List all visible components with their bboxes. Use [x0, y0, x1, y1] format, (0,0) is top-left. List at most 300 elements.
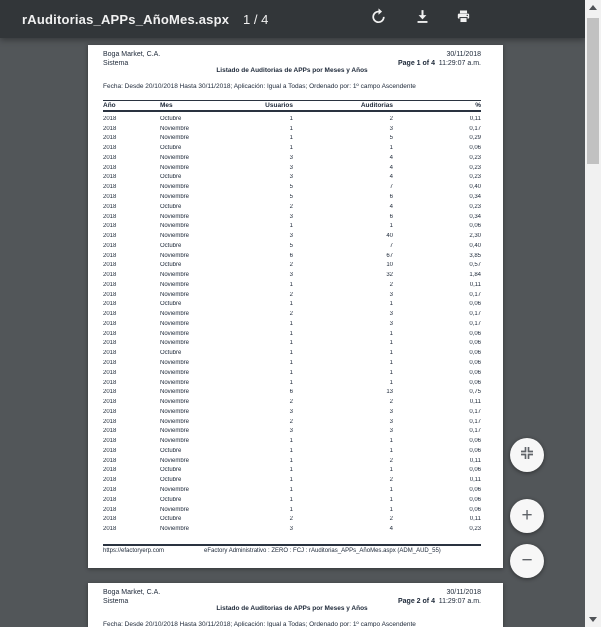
table-cell: Octubre	[160, 301, 182, 308]
table-cell: 1	[289, 223, 293, 230]
table-row	[103, 260, 481, 270]
table-cell: 0,34	[469, 194, 481, 200]
table-cell: Noviembre	[160, 389, 190, 396]
report-filter: Fecha: Desde 20/10/2018 Hasta 30/11/2018; Aplicación: Igual a Todas; Ordenado por: 1º campo Ascendente	[103, 621, 416, 627]
minus-icon: −	[521, 550, 533, 571]
table-cell: Noviembre	[160, 311, 190, 318]
column-header: Auditorias	[360, 102, 393, 109]
table-cell: 6	[289, 252, 293, 259]
table-cell: 2018	[103, 203, 117, 210]
pdf-page-2	[88, 583, 503, 627]
table-cell: Noviembre	[160, 399, 190, 406]
arrow-up-icon	[589, 5, 597, 10]
table-cell: 0,23	[469, 526, 481, 533]
table-cell: 0,06	[469, 301, 481, 308]
table-cell: 3	[289, 164, 293, 171]
table-cell: 0,23	[469, 174, 481, 181]
table-row	[103, 182, 481, 192]
table-cell: 4	[389, 164, 393, 171]
scrollbar-thumb[interactable]	[587, 18, 599, 164]
plus-icon: +	[521, 505, 533, 526]
table-row	[103, 485, 481, 495]
table-cell: 2018	[103, 477, 117, 484]
table-row	[103, 153, 481, 163]
table-cell: 0,75	[469, 389, 481, 396]
table-cell: 6	[389, 213, 393, 220]
table-row	[103, 348, 481, 358]
table-cell: 3	[289, 154, 293, 161]
table-cell: 0,17	[469, 428, 481, 435]
table-row	[103, 241, 481, 251]
report-date: 30/11/2018	[446, 51, 481, 58]
report-filter: Fecha: Desde 20/10/2018 Hasta 30/11/2018; Aplicación: Igual a Todas; Ordenado por: 1º campo Ascendente	[103, 83, 416, 90]
table-cell: 2018	[103, 301, 117, 308]
table-cell: Octubre	[160, 447, 182, 454]
table-cell: Noviembre	[160, 340, 190, 347]
table-cell: 1	[389, 301, 393, 308]
table-cell: 3	[289, 233, 293, 240]
table-cell: 4	[389, 174, 393, 181]
table-cell: 1	[289, 477, 293, 484]
table-cell: 2	[389, 399, 393, 406]
footer-url: https://efactoryerp.com	[103, 548, 165, 554]
table-cell: 2	[289, 516, 293, 523]
table-cell: 0,17	[469, 408, 481, 415]
table-cell: 5	[389, 135, 393, 142]
pdf-toolbar	[0, 0, 585, 38]
table-cell: Noviembre	[160, 320, 190, 327]
table-cell: 3	[289, 408, 293, 415]
table-cell: 0,06	[469, 379, 481, 386]
table-cell: 2018	[103, 272, 117, 279]
table-cell: 13	[386, 389, 393, 396]
table-cell: Noviembre	[160, 213, 190, 220]
table-row	[103, 495, 481, 505]
report-title: Listado de Auditorias de APPs por Meses y Años	[216, 67, 368, 74]
table-cell: 2018	[103, 311, 117, 318]
table-cell: 1	[389, 486, 393, 493]
table-cell: 0,06	[469, 145, 481, 152]
table-row	[103, 231, 481, 241]
table-cell: 2018	[103, 399, 117, 406]
table-row	[103, 124, 481, 134]
table-cell: 0,06	[469, 223, 481, 230]
table-cell: 1	[289, 135, 293, 142]
table-cell: 0,06	[469, 330, 481, 337]
company-name: Boga Market, C.A.	[103, 589, 161, 596]
table-cell: 0,11	[469, 281, 481, 288]
table-cell: 4	[389, 154, 393, 161]
table-cell: Octubre	[160, 467, 182, 474]
table-cell: 5	[289, 242, 293, 249]
table-cell: 1	[389, 223, 393, 230]
table-cell: Octubre	[160, 262, 182, 269]
table-row	[103, 436, 481, 446]
table-cell: 1	[289, 506, 293, 513]
table-row	[103, 114, 481, 124]
table-cell: 2018	[103, 125, 117, 132]
table-cell: 2018	[103, 428, 117, 435]
table-cell: Noviembre	[160, 281, 190, 288]
table-cell: 0,06	[469, 340, 481, 347]
table-cell: Noviembre	[160, 486, 190, 493]
table-cell: 1	[289, 369, 293, 376]
table-cell: 2	[289, 399, 293, 406]
table-cell: 1	[289, 350, 293, 357]
table-cell: Noviembre	[160, 438, 190, 445]
table-cell: 2018	[103, 447, 117, 454]
table-row	[103, 300, 481, 310]
table-cell: 2018	[103, 496, 117, 503]
module-name: Sistema	[103, 598, 129, 605]
table-cell: 2018	[103, 340, 117, 347]
table-cell: 3,85	[469, 252, 481, 259]
table-cell: 4	[389, 526, 393, 533]
table-cell: Noviembre	[160, 369, 190, 376]
table-cell: 0,06	[469, 438, 481, 445]
table-cell: 1	[389, 360, 393, 367]
table-cell: 1	[389, 506, 393, 513]
column-header: Año	[103, 102, 116, 109]
table-cell: Octubre	[160, 174, 182, 181]
table-row	[103, 221, 481, 231]
print-button[interactable]	[453, 9, 473, 29]
table-cell: Noviembre	[160, 125, 190, 132]
table-cell: 1	[289, 125, 293, 132]
document-title: rAuditorias_APPs_AñoMes.aspx	[22, 11, 230, 27]
page1-footer	[103, 548, 481, 554]
table-cell: 1	[289, 301, 293, 308]
table-cell: 2	[389, 281, 393, 288]
table-cell: 0,57	[469, 262, 481, 269]
table-cell: 0,17	[469, 311, 481, 318]
table-cell: 0,06	[469, 506, 481, 513]
table-row	[103, 466, 481, 476]
table-cell: 2018	[103, 360, 117, 367]
table-cell: 2018	[103, 281, 117, 288]
table-cell: 0,17	[469, 125, 481, 132]
table-cell: 0,06	[469, 350, 481, 357]
table-cell: 40	[386, 233, 393, 240]
table-cell: Noviembre	[160, 233, 190, 240]
table-cell: 1	[389, 496, 393, 503]
table-cell: 2	[389, 457, 393, 464]
table-cell: 2018	[103, 389, 117, 396]
table-cell: 1	[389, 340, 393, 347]
table-cell: Octubre	[160, 145, 182, 152]
table-bottom-rule	[103, 544, 481, 546]
table-cell: 32	[386, 272, 393, 279]
report-title: Listado de Auditorias de APPs por Meses y Años	[216, 605, 368, 612]
table-row	[103, 358, 481, 368]
table-cell: Noviembre	[160, 360, 190, 367]
table-cell: Noviembre	[160, 272, 190, 279]
table-row	[103, 163, 481, 173]
table-cell: 2018	[103, 223, 117, 230]
scroll-down-button[interactable]	[585, 612, 601, 627]
table-cell: 3	[389, 418, 393, 425]
table-cell: 0,34	[469, 213, 481, 220]
table-cell: 3	[389, 320, 393, 327]
table-cell: 1	[289, 379, 293, 386]
report-table-body	[103, 114, 481, 534]
table-cell: 2,30	[469, 233, 481, 240]
table-cell: 2018	[103, 252, 117, 259]
table-cell: 2018	[103, 154, 117, 161]
table-cell: 6	[289, 389, 293, 396]
module-name: Sistema	[103, 60, 129, 67]
table-row	[103, 339, 481, 349]
table-cell: 2018	[103, 320, 117, 327]
table-cell: Noviembre	[160, 506, 190, 513]
table-cell: 0,06	[469, 360, 481, 367]
column-header: Usuarios	[265, 102, 293, 109]
table-cell: Noviembre	[160, 154, 190, 161]
table-row	[103, 192, 481, 202]
fit-to-page-button[interactable]	[510, 438, 544, 472]
table-row	[103, 212, 481, 222]
table-row	[103, 427, 481, 437]
column-header: Mes	[160, 102, 173, 109]
table-cell: 2018	[103, 291, 117, 298]
table-cell: 3	[389, 125, 393, 132]
table-cell: Octubre	[160, 350, 182, 357]
table-cell: Noviembre	[160, 184, 190, 191]
table-cell: Noviembre	[160, 408, 190, 415]
table-cell: 2018	[103, 486, 117, 493]
table-cell: 1	[389, 330, 393, 337]
table-cell: 0,23	[469, 154, 481, 161]
table-row	[103, 514, 481, 524]
table-cell: 2018	[103, 184, 117, 191]
report-date: 30/11/2018	[446, 589, 481, 596]
table-row	[103, 397, 481, 407]
table-cell: 2018	[103, 115, 117, 122]
table-cell: Noviembre	[160, 418, 190, 425]
download-icon	[414, 8, 431, 30]
table-cell: 4	[389, 203, 393, 210]
table-cell: Octubre	[160, 115, 182, 122]
table-cell: 1	[289, 447, 293, 454]
table-cell: 2018	[103, 194, 117, 200]
table-cell: 1	[389, 145, 393, 152]
table-cell: 3	[389, 311, 393, 318]
download-button[interactable]	[412, 9, 432, 29]
table-cell: Noviembre	[160, 164, 190, 171]
pdf-page-1	[88, 45, 503, 568]
table-cell: 2018	[103, 213, 117, 220]
table-cell: 2018	[103, 526, 117, 533]
table-cell: 1	[289, 457, 293, 464]
table-cell: 2018	[103, 457, 117, 464]
table-cell: 0,11	[469, 115, 481, 122]
fit-to-page-icon	[518, 444, 536, 467]
table-cell: 0,06	[469, 486, 481, 493]
table-cell: 1	[289, 145, 293, 152]
table-cell: 3	[389, 428, 393, 435]
table-cell: 10	[386, 262, 393, 269]
table-row	[103, 378, 481, 388]
table-cell: 1	[289, 320, 293, 327]
table-cell: 1	[289, 115, 293, 122]
table-cell: 1	[289, 486, 293, 493]
table-cell: 0,11	[469, 477, 481, 484]
table-cell: Noviembre	[160, 379, 190, 386]
table-row	[103, 446, 481, 456]
table-cell: 0,06	[469, 447, 481, 454]
table-cell: 1	[389, 379, 393, 386]
table-cell: 7	[389, 184, 393, 191]
table-cell: 2018	[103, 233, 117, 240]
table-cell: 2018	[103, 135, 117, 142]
footer-report-info: eFactory Administrativo : ZERO : FCJ : rAuditorias_APPs_AñoMes.aspx (ADM_AUD_55)	[204, 548, 441, 554]
table-cell: 0,06	[469, 496, 481, 503]
table-cell: 2018	[103, 467, 117, 474]
table-cell: 1	[289, 360, 293, 367]
table-cell: 1	[289, 330, 293, 337]
page-of-label: Page 1 of 4	[398, 60, 435, 67]
page-indicator: 1 / 4	[243, 11, 269, 27]
table-cell: 6	[389, 194, 393, 200]
table-cell: 2	[289, 291, 293, 298]
table-row	[103, 202, 481, 212]
table-cell: 0,11	[469, 457, 481, 464]
table-row	[103, 290, 481, 300]
table-row	[103, 173, 481, 183]
table-cell: 2	[389, 115, 393, 122]
table-cell: 2018	[103, 164, 117, 171]
table-cell: 0,17	[469, 291, 481, 298]
table-row	[103, 387, 481, 397]
table-cell: 2	[289, 311, 293, 318]
table-cell: 1	[289, 340, 293, 347]
column-header: %	[475, 102, 481, 109]
table-cell: 3	[289, 526, 293, 533]
table-cell: Noviembre	[160, 252, 190, 259]
table-cell: 1	[289, 438, 293, 445]
rotate-icon	[370, 8, 387, 30]
table-cell: 2018	[103, 242, 117, 249]
table-row	[103, 524, 481, 534]
table-row	[103, 251, 481, 261]
table-cell: Noviembre	[160, 291, 190, 298]
table-row	[103, 368, 481, 378]
table-cell: 0,17	[469, 418, 481, 425]
table-cell: Noviembre	[160, 457, 190, 464]
table-cell: 2018	[103, 516, 117, 523]
table-cell: 2018	[103, 145, 117, 152]
table-cell: Noviembre	[160, 194, 190, 200]
zoom-in-button[interactable]	[510, 499, 544, 533]
table-row	[103, 134, 481, 144]
page-of-label: Page 2 of 4	[398, 598, 435, 605]
table-cell: 2	[389, 477, 393, 484]
table-cell: 1	[389, 447, 393, 454]
table-cell: 2018	[103, 506, 117, 513]
table-row	[103, 280, 481, 290]
table-cell: 0,06	[469, 369, 481, 376]
table-cell: 5	[289, 194, 293, 200]
table-cell: 2	[289, 203, 293, 210]
table-row	[103, 319, 481, 329]
table-cell: 2018	[103, 418, 117, 425]
rotate-button[interactable]	[368, 9, 388, 29]
table-cell: 3	[289, 174, 293, 181]
table-cell: 3	[289, 272, 293, 279]
table-cell: Noviembre	[160, 526, 190, 533]
print-icon	[455, 8, 472, 30]
table-row	[103, 456, 481, 466]
table-cell: 0,40	[469, 184, 481, 191]
table-cell: 1	[289, 496, 293, 503]
arrow-down-icon	[589, 617, 597, 622]
table-cell: Octubre	[160, 477, 182, 484]
table-cell: 3	[389, 408, 393, 415]
table-cell: 2	[289, 418, 293, 425]
table-cell: Noviembre	[160, 428, 190, 435]
table-cell: 1,84	[469, 272, 481, 279]
table-cell: 0,11	[469, 399, 481, 406]
zoom-out-button[interactable]	[510, 544, 544, 578]
table-row	[103, 407, 481, 417]
table-cell: 1	[389, 438, 393, 445]
table-cell: Octubre	[160, 203, 182, 210]
table-cell: 2018	[103, 262, 117, 269]
table-cell: 1	[389, 369, 393, 376]
table-cell: 1	[289, 467, 293, 474]
table-row	[103, 309, 481, 319]
table-row	[103, 143, 481, 153]
table-cell: 2018	[103, 408, 117, 415]
table-cell: Noviembre	[160, 330, 190, 337]
vertical-scrollbar[interactable]	[585, 0, 601, 627]
table-cell: 1	[289, 281, 293, 288]
table-cell: 3	[389, 291, 393, 298]
table-cell: Noviembre	[160, 223, 190, 230]
company-name: Boga Market, C.A.	[103, 51, 161, 58]
table-cell: 2018	[103, 350, 117, 357]
table-row	[103, 329, 481, 339]
report-table-header	[103, 100, 481, 112]
table-cell: 0,11	[469, 516, 481, 523]
table-cell: 2	[389, 516, 393, 523]
table-cell: Noviembre	[160, 135, 190, 142]
table-cell: 0,23	[469, 164, 481, 171]
scroll-up-button[interactable]	[585, 0, 601, 15]
table-cell: 67	[386, 252, 393, 259]
table-row	[103, 475, 481, 485]
table-cell: 5	[289, 184, 293, 191]
table-cell: 3	[289, 428, 293, 435]
table-cell: 0,06	[469, 467, 481, 474]
report-time: 11:29:07 a.m.	[438, 598, 481, 605]
table-cell: 2018	[103, 379, 117, 386]
table-row	[103, 505, 481, 515]
table-cell: Octubre	[160, 496, 182, 503]
table-cell: 2	[289, 262, 293, 269]
table-cell: 0,40	[469, 242, 481, 249]
table-cell: 0,23	[469, 203, 481, 210]
table-cell: 7	[389, 242, 393, 249]
table-cell: 2018	[103, 369, 117, 376]
table-cell: 1	[389, 467, 393, 474]
table-cell: 0,29	[469, 135, 481, 142]
table-cell: 2018	[103, 438, 117, 445]
table-cell: 2018	[103, 330, 117, 337]
table-cell: Octubre	[160, 242, 182, 249]
table-cell: 1	[389, 350, 393, 357]
table-cell: 3	[289, 213, 293, 220]
